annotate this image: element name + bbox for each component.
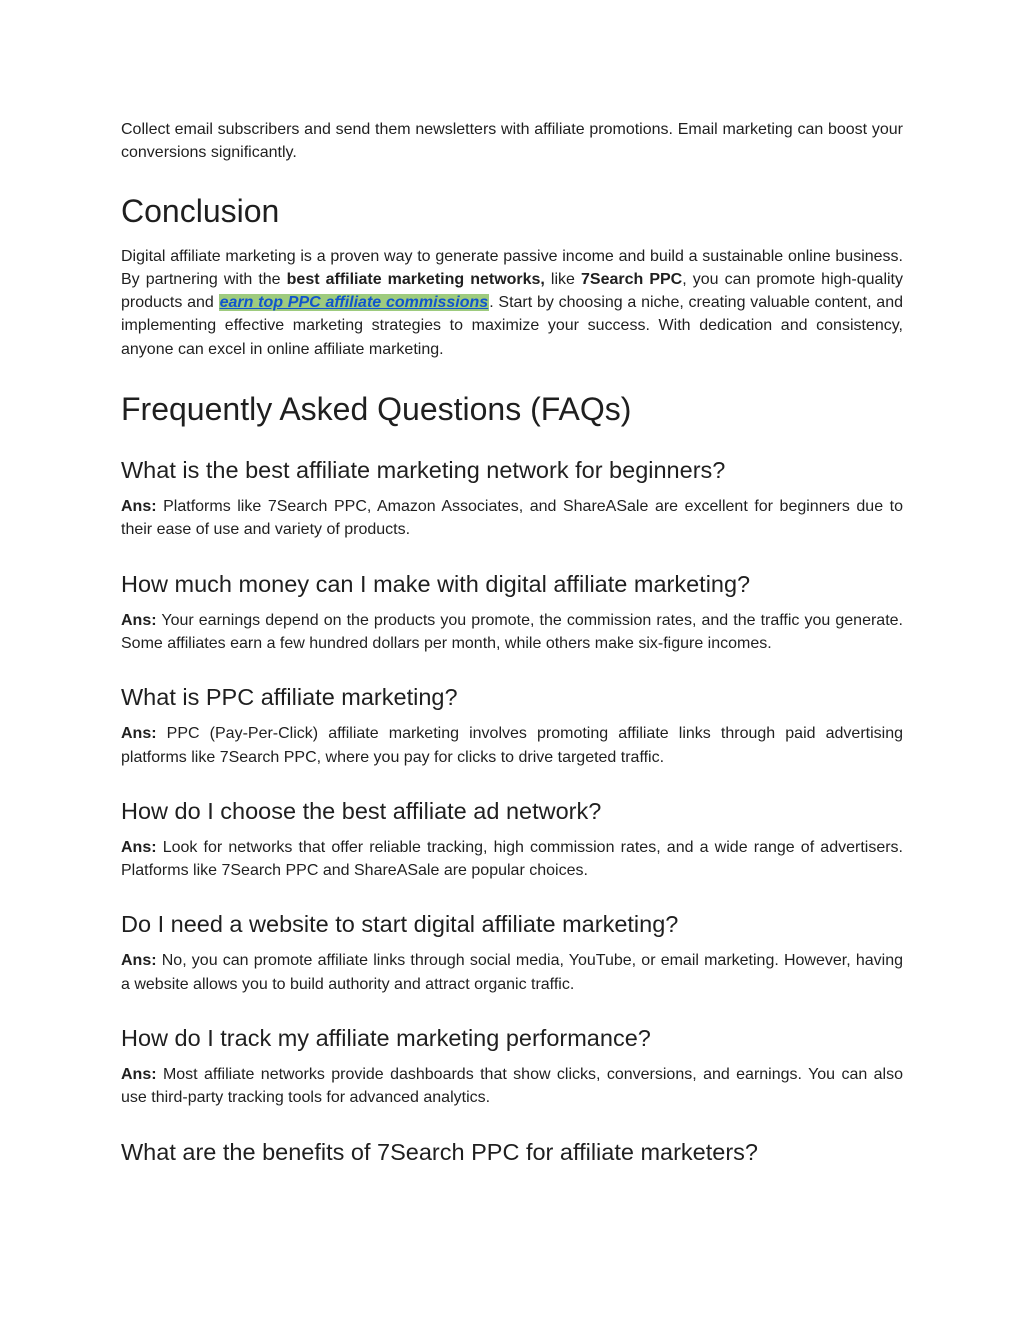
- conclusion-bold-7search: 7Search PPC: [581, 270, 683, 288]
- conclusion-text-1: Digital affiliate marketing is a proven way to generate passive income and build a sustainable online business. By partnering with the: [121, 247, 903, 288]
- document-page: [121, 118, 903, 1177]
- ppc-commissions-link[interactable]: earn top PPC affiliate commissions: [219, 294, 489, 312]
- faq-answer: [121, 495, 903, 542]
- conclusion-bold-networks: best affiliate marketing networks,: [286, 270, 545, 288]
- faq-item: [121, 455, 903, 542]
- answer-text: No, you can promote affiliate links through social media, YouTube, or email marketing. However, having a website allows you to build authority and attract organic traffic.: [121, 952, 903, 993]
- faq-item: [121, 569, 903, 656]
- faq-item: [121, 796, 903, 883]
- intro-paragraph: Collect email subscribers and send them newsletters with affiliate promotions. Email marketing can boost your conversions significantly.: [121, 121, 903, 162]
- answer-prefix: Ans:: [121, 952, 157, 970]
- conclusion-text-4: . Start by choosing a niche, creating valuable content, and implementing effective marketing strategies to maximize your success. With dedication and consistency, anyone can excel in online affiliate marketing.: [121, 294, 903, 358]
- faq-question: Do I need a website to start digital affiliate marketing?: [121, 911, 679, 938]
- faq-answer: [121, 1063, 903, 1110]
- faq-answer: [121, 949, 903, 996]
- faq-answer: [121, 836, 903, 883]
- answer-prefix: Ans:: [121, 838, 157, 856]
- conclusion-paragraph: [121, 245, 903, 361]
- answer-text: Platforms like 7Search PPC, Amazon Associates, and ShareASale are excellent for beginners due to their ease of use and variety of products.: [121, 498, 903, 539]
- answer-text: Most affiliate networks provide dashboards that show clicks, conversions, and earnings. You can also use third-party tracking tools for advanced analytics.: [121, 1066, 903, 1107]
- answer-prefix: Ans:: [121, 1066, 157, 1084]
- answer-prefix: Ans:: [121, 725, 157, 743]
- answer-prefix: Ans:: [121, 611, 157, 629]
- answer-prefix: Ans:: [121, 498, 157, 516]
- faq-question: What is the best affiliate marketing network for beginners?: [121, 457, 726, 484]
- faq-question: How much money can I make with digital affiliate marketing?: [121, 570, 751, 597]
- faq-heading: Frequently Asked Questions (FAQs): [121, 391, 632, 428]
- answer-text: Your earnings depend on the products you promote, the commission rates, and the traffic you generate. Some affiliates earn a few hundred dollars per month, while others make six-figure incomes.: [121, 611, 903, 652]
- answer-text: Look for networks that offer reliable tracking, high commission rates, and a wide range of advertisers. Platforms like 7Search PPC and ShareASale are popular choices.: [121, 838, 903, 880]
- faq-question-last: What are the benefits of 7Search PPC for affiliate marketers?: [121, 1138, 758, 1165]
- faq-answer: [121, 722, 903, 769]
- conclusion-text-2: like: [544, 270, 581, 288]
- conclusion-text-3: , you can promote high-quality products and: [121, 270, 903, 312]
- faq-question: How do I track my affiliate marketing performance?: [121, 1025, 651, 1052]
- faq-answer: [121, 609, 903, 656]
- faq-question: What is PPC affiliate marketing?: [121, 684, 458, 711]
- answer-text: PPC (Pay-Per-Click) affiliate marketing involves promoting affiliate links through paid advertising platforms like 7Search PPC, where you pay for clicks to drive targeted traffic.: [121, 725, 903, 766]
- conclusion-heading: Conclusion: [121, 192, 280, 229]
- faq-item: [121, 1023, 903, 1110]
- faq-item: [121, 909, 903, 996]
- faq-item: [121, 682, 903, 769]
- faq-question: How do I choose the best affiliate ad network?: [121, 797, 602, 824]
